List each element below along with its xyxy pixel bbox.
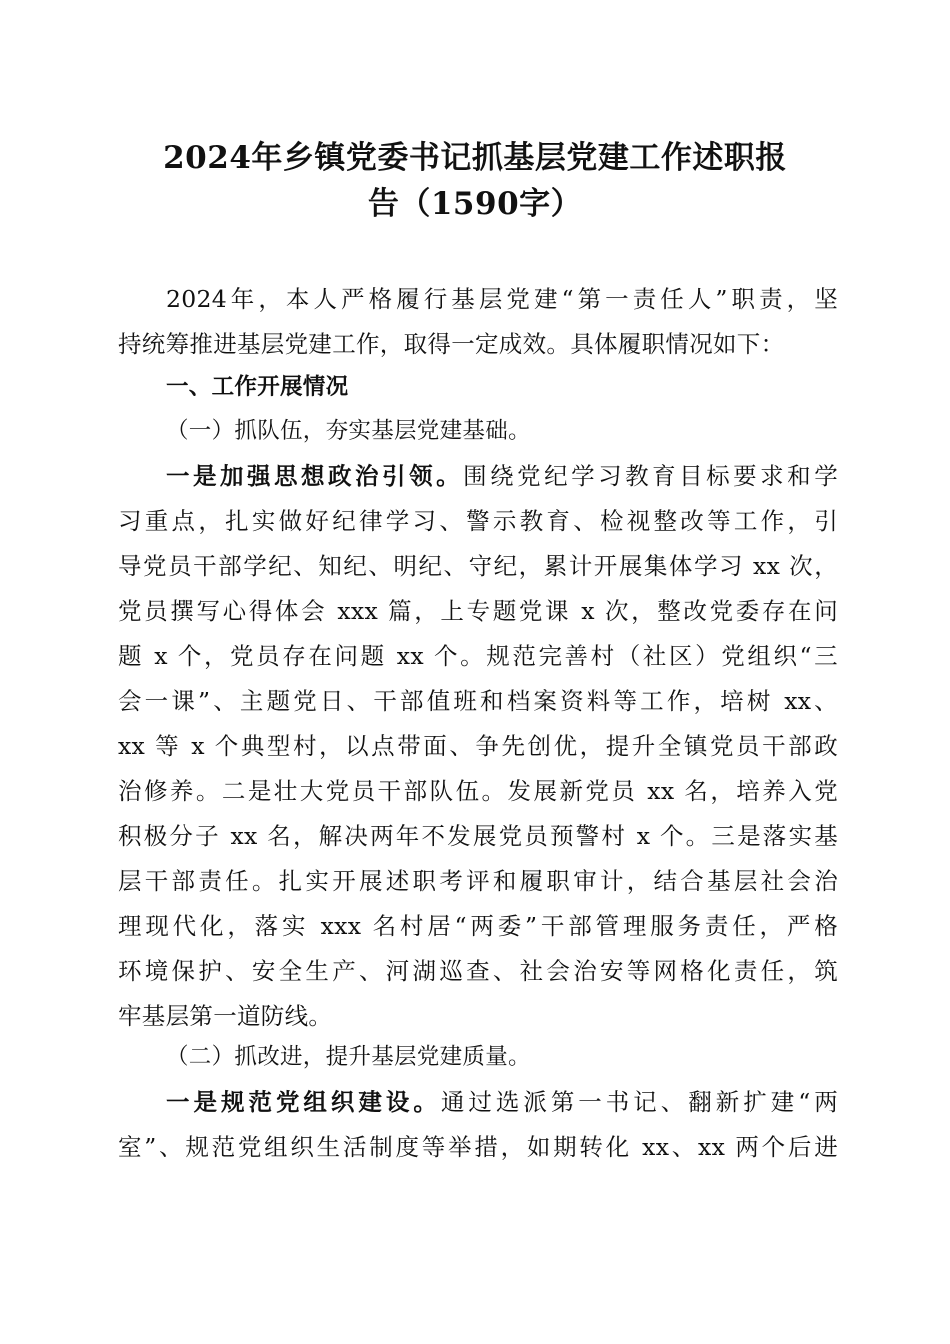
paragraph-lead: 一是规范党组织建设。 [166, 1088, 441, 1116]
paragraph-line: 理现代化，落实 xxx 名村居“两委”干部管理服务责任，严格 [118, 912, 838, 940]
intro-line-1: 2024年，本人严格履行基层党建“第一责任人”职责，坚 [166, 285, 838, 313]
paragraph-line: 习重点，扎实做好纪律学习、警示教育、检视整改等工作，引 [118, 507, 838, 535]
paragraph-lead: 一是加强思想政治引领。 [166, 462, 464, 490]
document-title-line-1: 2024年乡镇党委书记抓基层党建工作述职报 [163, 140, 787, 176]
section-heading: 一、工作开展情况 [166, 374, 349, 400]
paragraph-text: 围绕党纪学习教育目标要求和学 [463, 462, 838, 490]
paragraph-line [166, 453, 838, 499]
subsection-heading-2: （二）抓改进，提升基层党建质量。 [166, 1044, 531, 1070]
paragraph-line: 室”、规范党组织生活制度等举措，如期转化 xx、xx 两个后进 [118, 1133, 838, 1161]
paragraph-text: 通过选派第一书记、翻新扩建“两 [440, 1088, 839, 1116]
paragraph-line: 会一课”、主题党日、干部值班和档案资料等工作，培树 xx、 [118, 687, 838, 715]
paragraph-line: 题 x 个，党员存在问题 xx 个。规范完善村（社区）党组织“三 [118, 642, 838, 670]
paragraph-line: 治修养。二是壮大党员干部队伍。发展新党员 xx 名，培养入党 [118, 777, 838, 805]
paragraph-line [166, 1079, 838, 1125]
document-title-line-2: 告（1590字） [367, 186, 583, 222]
paragraph-line: 牢基层第一道防线。 [118, 1002, 333, 1030]
paragraph-line: 层干部责任。扎实开展述职考评和履职审计，结合基层社会治 [118, 867, 838, 895]
paragraph-line: 环境保护、安全生产、河湖巡查、社会治安等网格化责任，筑 [118, 957, 838, 985]
paragraph-line: xx 等 x 个典型村，以点带面、争先创优，提升全镇党员干部政 [118, 732, 838, 760]
paragraph-line: 党员撰写心得体会 xxx 篇，上专题党课 x 次，整改党委存在问 [118, 597, 838, 625]
paragraph-line: 积极分子 xx 名，解决两年不发展党员预警村 x 个。三是落实基 [118, 822, 838, 850]
paragraph-line: 导党员干部学纪、知纪、明纪、守纪，累计开展集体学习 xx 次， [118, 552, 838, 580]
intro-line-2: 持统筹推进基层党建工作，取得一定成效。具体履职情况如下： [118, 330, 785, 358]
subsection-heading-1: （一）抓队伍，夯实基层党建基础。 [166, 418, 531, 444]
